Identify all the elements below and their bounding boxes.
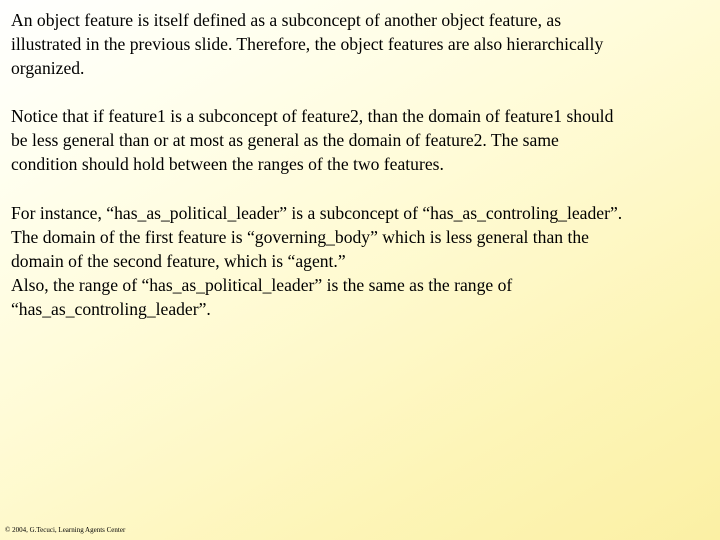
copyright-footer: © 2004, G.Tecuci, Learning Agents Center — [5, 526, 126, 534]
paragraph-3-line-5: “has_as_controling_leader”. — [11, 299, 211, 319]
paragraph-2-line-1: Notice that if feature1 is a subconcept of feature2, than the domain of feature1 should — [11, 106, 614, 126]
paragraph-1-line-1: An object feature is itself defined as a subconcept of another object feature, as — [11, 10, 562, 30]
paragraph-3 — [11, 201, 711, 321]
paragraph-1-line-3: organized. — [11, 58, 85, 78]
paragraph-3-line-4: Also, the range of “has_as_political_leader” is the same as the range of — [11, 275, 513, 295]
paragraph-2 — [11, 104, 711, 176]
paragraph-3-line-1: For instance, “has_as_political_leader” is a subconcept of “has_as_controling_leader”. — [11, 203, 623, 223]
paragraph-3-line-2: The domain of the first feature is “governing_body” which is less general than the — [11, 227, 589, 247]
paragraph-1-line-2: illustrated in the previous slide. Therefore, the object features are also hierarchically — [11, 34, 604, 54]
paragraph-2-line-3: condition should hold between the ranges of the two features. — [11, 154, 444, 174]
paragraph-3-line-3: domain of the second feature, which is “agent.” — [11, 251, 346, 271]
paragraph-2-line-2: be less general than or at most as general as the domain of feature2. The same — [11, 130, 559, 150]
paragraph-1 — [11, 8, 711, 80]
